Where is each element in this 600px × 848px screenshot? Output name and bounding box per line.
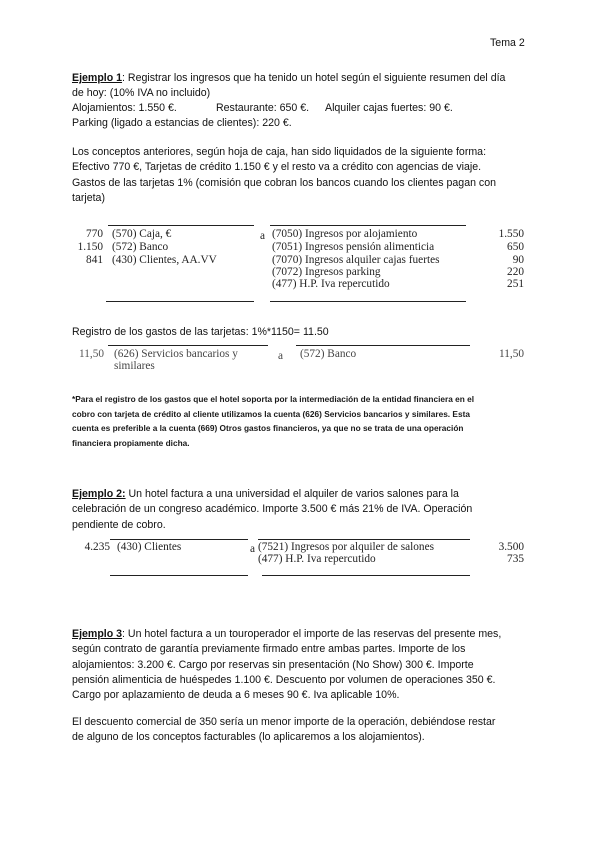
ejemplo-3-text [72,627,501,703]
credit-amount: 1.550 [498,228,524,240]
debit-account: (430) Clientes [117,541,182,553]
ej1-alquiler: Alquiler cajas fuertes: 90 €. [325,102,453,114]
ejemplo-1-line-1: Ejemplo 1: Registrar los ingresos que ha tenido un hotel según el siguiente resumen del día [72,72,506,84]
credit-account: (7050) Ingresos por alojamiento [272,228,418,240]
ejemplo-1-title: Ejemplo 1 [72,72,123,84]
credit-account: (572) Banco [300,348,357,360]
ejemplo-1-line-2: de hoy: (10% IVA no incluido) [72,87,211,100]
debit-amount: 1.150 [77,241,103,253]
ejemplo-2-line-3: pendiente de cobro. [72,518,166,531]
credit-amount: 650 [507,241,524,253]
debit-account: (570) Caja, € [112,228,172,240]
ej1-alojamientos: Alojamientos: 1.550 €. [72,102,177,114]
debit-account: (430) Clientes, AA.VV [112,254,217,266]
ejemplo-3-line-5: Cargo por aplazamiento de deuda a 6 meses 90 €. Iva aplicable 10%. [72,689,400,702]
gastos-tarjetas-title: Registro de los gastos de las tarjetas: 1%*1150= 11.50 [72,326,329,338]
journal-a-separator: a [250,543,256,555]
ej1-parking: Parking (ligado a estancias de clientes): 220 €. [72,117,292,129]
ejemplo-3-line-3: alojamientos: 3.200 €. Cargo por reservas sin presentación (No Show) 300 €. Importe [72,658,474,671]
ejemplo-2-title: Ejemplo 2: [72,488,126,500]
credit-account: (477) H.P. Iva repercutido [258,553,376,565]
ejemplo-2-line-2: celebración de un congreso académico. Importe 3.500 € más 21% de IVA. Operación [72,503,473,516]
ejemplo-3-line-2: según contrato de garantía previamente firmado entre ambas partes. Importe de los [72,643,466,656]
debit-account: (626) Servicios bancarios y [114,348,238,360]
credit-amount: 11,50 [499,348,524,360]
note-line-4: financiera propiamente dicha. [72,437,190,448]
ejemplo-3-title: Ejemplo 3 [72,628,123,640]
debit-amount: 770 [86,228,103,240]
ej1-para-line-1: Los conceptos anteriores, según hoja de caja, han sido liquidados de la siguiente forma: [72,146,487,158]
credit-amount: 220 [507,266,524,278]
debit-account: (572) Banco [112,241,169,253]
debit-amount: 4.235 [84,541,110,553]
page-header-tema: Tema 2 [490,37,525,49]
credit-account: (7072) Ingresos parking [272,266,381,278]
ej1-para-line-3: Gastos de las tarjetas 1% (comisión que cobran los bancos cuando los clientes pagan con [72,176,496,189]
ej3-para-line-2: de alguno de los conceptos facturables (lo aplicaremos a los alojamientos). [72,731,425,744]
ejemplo-3-line-1: Ejemplo 3: Un hotel factura a un touroperador el importe de las reservas del presente mes, [72,628,502,640]
ejemplo-2-text [72,487,472,533]
credit-amount: 735 [507,553,524,565]
ejemplo-1-text [72,71,505,102]
credit-amount: 90 [512,254,524,266]
debit-account-cont: similares [114,360,155,372]
debit-amount: 841 [86,254,103,266]
ejemplo-3-line-4: pensión alimenticia de huéspedes 1.100 €. Descuento por volumen de operaciones 350 €. [72,673,496,686]
credit-account: (7521) Ingresos por alquiler de salones [258,541,434,553]
ej3-descuento-paragraph [72,715,495,746]
credit-amount: 251 [507,278,524,290]
credit-account: (7051) Ingresos pensión alimenticia [272,241,435,253]
note-line-2: cobro con tarjeta de crédito al cliente utilizamos la cuenta (626) Servicios bancarios y similares. Esta [72,408,470,419]
ej1-liquidacion-paragraph [72,145,496,206]
credit-account: (477) H.P. Iva repercutido [272,278,390,290]
journal-a-separator: a [278,350,284,362]
note-line-1: *Para el registro de los gastos que el hotel soporta por la intermediación de la entidad financiera en el [72,394,475,404]
journal-a-separator: a [260,230,266,242]
ejemplo-2-line-1: Ejemplo 2: Un hotel factura a una universidad el alquiler de varios salones para la [72,488,459,500]
note-line-3: cuenta es preferible a la cuenta (669) Otros gastos financieros, ya que no se trata de una operación [72,423,464,434]
ej3-para-line-1: El descuento comercial de 350 sería un menor importe de la operación, debiéndose restar [72,716,496,728]
ej1-restaurante: Restaurante: 650 €. [216,102,310,114]
nota-cuenta-626 [72,392,474,450]
ej1-para-line-4: tarjeta) [72,191,105,204]
ej1-para-line-2: Efectivo 770 €, Tarjetas de crédito 1.150 € y el resto va a crédito con agencias de viaje. [72,161,482,174]
credit-account: (7070) Ingresos alquiler cajas fuertes [272,254,440,266]
debit-amount: 11,50 [79,348,104,360]
credit-amount: 3.500 [498,541,524,553]
